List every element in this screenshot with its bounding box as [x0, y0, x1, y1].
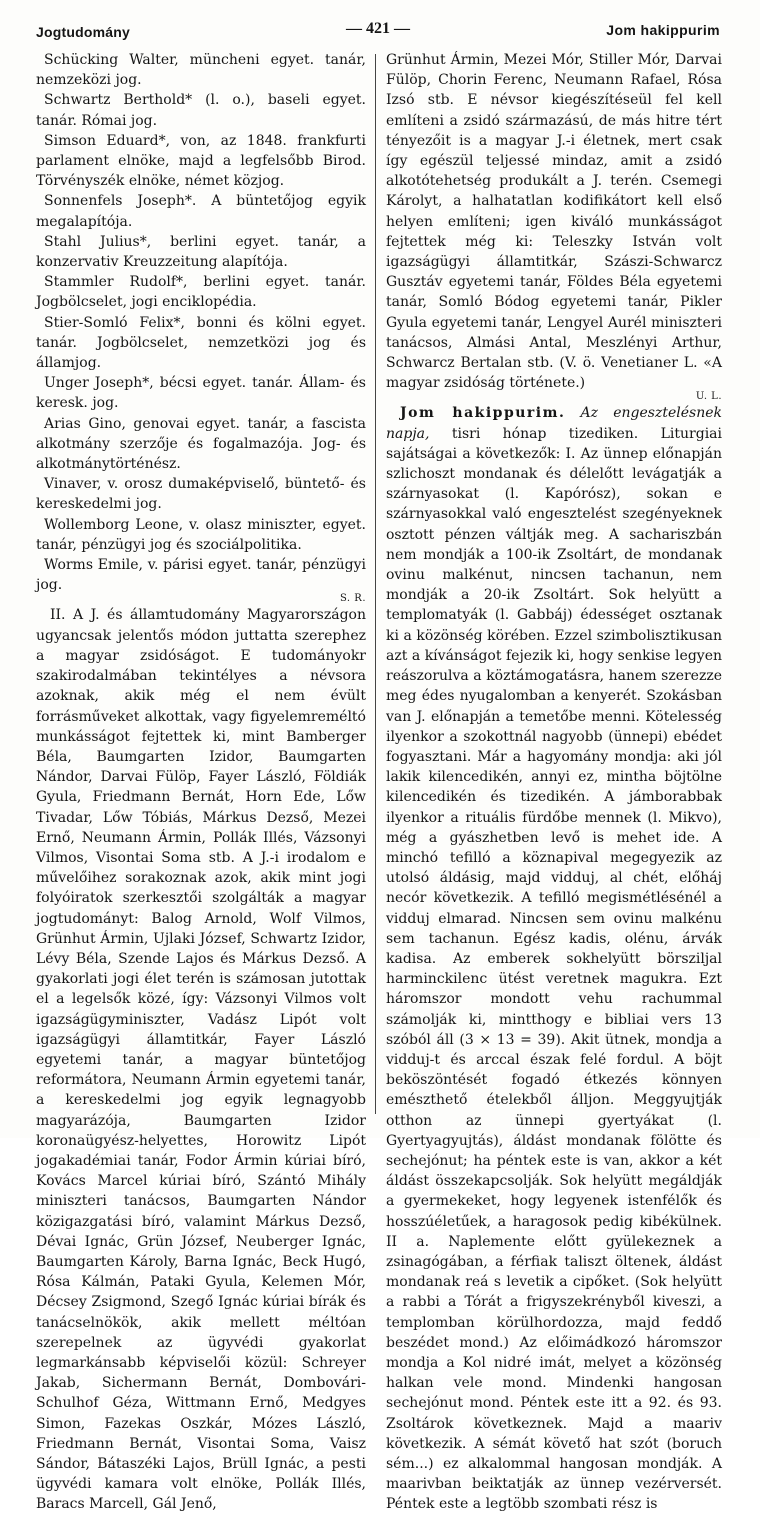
article-jom-hakippurim	[386, 403, 722, 1514]
article-headword: Jom hakippurim.	[400, 405, 566, 422]
entry-unger: Unger Joseph*, bécsi egyet. tanár. Állam- és keresk. jog.	[36, 375, 366, 412]
right-column	[386, 50, 722, 1513]
author-signature-left: S. R.	[339, 593, 366, 605]
header-running-headword: Jom hakippurim	[606, 22, 720, 38]
continuation-paragraph: Grünhut Ármin, Mezei Mór, Stiller Mór, Darvai Fülöp, Chorin Ferenc, Neumann Rafael, Rósa Izsó stb. E névsor kiegészítéseül fel kell említeni a zsidó származású, de más hitre tért tényezőit is a magyar J.-i életnek, mert csak így egészül teljessé mindaz, amit a zsidó alkotótehetség produkált a J. terén. Csemegi Károlyt, a halhatatlan kodifikátort kell első helyen említeni; igen kiváló munkásságot fejtettek még ki: Teleszky István volt igazságügyi államtitkár, Szászi-Schwarcz Gusztáv egyetemi tanár, Földes Béla egyetemi tanár, Somló Bódog egyetemi tanár, Pikler Gyula egyetemi tanár, Lengyel Aurél miniszteri tanácsos, Almási Antal, Meszlényi Arthur, Schwarcz Bertalan stb. (V. ö. Venetianer L. «A magyar zsidóság története.)	[386, 52, 722, 392]
article-body: tisri hónap tizediken. Liturgiai sajátságai a következők: I. Az ünnep előnapján szlichoszt mondanak és délelőtt levágatják a szárnyasokat (l. Kapórósz), sokan e szárnyasokkal való engesztelést szegényeknek osztott pénzen váltják meg. A sachariszbán nem mondják a 100-ik Zsoltárt, de mondanak ovinu malkénut, nincsen tachanun, nem mondják a 20-ik Zsoltárt. Sok helyütt a templomatyák (l. Gabbáj) édességet osztanak ki a közönség körében. Ezzel szimbolisztikusan azt a kívánságot fejezik ki, hogy senkise legyen reászorulva a köztámogatásra, hanem szerezze meg édes nyugalomban a kenyerét. Szokásban van J. előnapján a temetőbe menni. Kötelesség ilyenkor a szokottnál nagyobb (ünnepi) ebédet fogyasztani. Már a hagyomány mondja: aki jól lakik kilencedikén, annyi ez, mintha böjtölne kilencedikén és tizedikén. A jámborabbak ilyenkor a rituális fürdőbe mennek (l. Mikvo), még a gyászhetben levő is mehet ide. A minchó tefilló a köznapival megegyezik az utolsó áldásig, majd vidduj, al chét, előháj necór következik. A tefilló megismétlésénél a vidduj elmarad. Nincsen sem ovinu malkénu sem tachanun. Egész kadis, olénu, árvák kadisa. Az emberek sokhelyütt börsziljal harminckilenc ütést veretnek magukra. Ezt háromszor mondott vehu rachummal számolják ki, mintthogy e bibliai vers 13 szóból áll (3 × 13 = 39). Akit ütnek, mondja a vidduj-t és arccal észak felé fordul. A böjt beköszöntését fogadó étkezés könnyen emészthető ételekből álljon. Meggyujtják otthon az ünnepi gyertyákat (l. Gyertyagyujtás), áldást mondanak fölötte és sechejónut; ha péntek este is van, akkor a két áldást összekapcsolják. Sok helyütt megáldják a gyermekeket, hogy legyenek istenfélők és hosszúéletűek, a haragosok pedig kibékülnek. II a. Naplemente előtt gyülekeznek a zsinagógában, a férfiak taliszt öltenek, áldást mondanak reá s levetik a cipőket. (Sok helyütt a rabbi a Tórát a frigyszekrényből kiveszi, a templomban körülhordozza, majd feddő beszédet mond.) Az előimádkozó háromszor mondja a Kol nidré imát, melyet a közönség halkan vele mond. Mindenki hangosan sechejónut mond. Péntek este itt a 92. és 93. Zsoltárok következnek. Majd a maariv következik. A sémát követő hat szót (boruch sém...) ez alkalommal hangosan mondják. A maarivban beiktatják az ünnep vezérversét. Péntek este a legtöbb szombati rész is	[386, 425, 722, 1513]
entry-stier-somlo: Stier-Somló Felix*, bonni és kölni egyet. tanár. Jogbölcselet, nemzetközi jog és államjog.	[36, 314, 366, 372]
section-ii-paragraph: II. A J. és államtudomány Magyarországon ugyancsak jelentős módon juttatta szerephez a magyar zsidóságot. E tudományokr szakirodalmában tekintélyes a névsora azoknak, akik még el nem évült forrásműveket alkottak, vagy figyelemreméltó munkásságot fejtettek ki, mint Bamberger Béla, Baumgarten Izidor, Baumgarten Nándor, Darvai Fülöp, Fayer László, Földiák Gyula, Friedmann Bernát, Horn Ede, Lőw Tivadar, Lőw Tóbiás, Márkus Dezső, Mezei Ernő, Neumann Ármin, Pollák Illés, Vázsonyi Vilmos, Visontai Soma stb. A J.-i irodalom e művelőihez sorakoznak azok, akik mint jogi folyóiratok szerkesztői szolgálták a magyar jogtudományt: Balog Arnold, Wolf Vilmos, Grünhut Ármin, Ujlaki József, Schwartz Izidor, Lévy Béla, Szende Lajos és Márkus Dezső. A gyakorlati jogi élet terén is számosan jutottak el a legelsők közé, így: Vázsonyi Vilmos volt igazságügyminiszter, Vadász Lipót volt igazságügyi államtitkár, Fayer László egyetemi tanár, a magyar büntetőjog reformátora, Neumann Ármin egyetemi tanár, a kereskedelmi jog egyik legnagyobb magyarázója, Baumgarten Izidor koronaügyész-helyettes, Horowitz Lipót jogakadémiai tanár, Fodor Ármin kúriai bíró, Kovács Marcel kúriai bíró, Szántó Mihály miniszteri tanácsos, Baumgarten Nándor közigazgatási bíró, valamint Márkus Dezső, Dévai Ignác, Grün József, Neuberger Ignác, Baumgarten Károly, Barna Ignác, Beck Hugó, Rósa Kálmán, Pataki Gyula, Kelemen Mór, Décsey Zsigmond, Szegő Ignác kúriai bírák és tanácselnökök, akik mellett méltóan szerepelnek az ügyvédi gyakorlat legmarkánsabb képviselői közül: Schreyer Jakab, Sichermann Bernát, Dombovári-Schulhof Géza, Wittmann Ernő, Medgyes Simon, Fazekas Oszkár, Mózes László, Friedmann Bernát, Visontai Soma, Vaisz Sándor, Bátaszéki Lajos, Brüll Ignác, a pesti ügyvédi kamara volt elnöke, Pollák Illés, Baracs Marcell, Gál Jenő,	[36, 607, 366, 1513]
entry-arias: Arias Gino, genovai egyet. tanár, a fascista alkotmány szerzője és fogalmazója. Jog- és alkotmánytörténész.	[36, 415, 366, 473]
page-header	[36, 18, 720, 44]
article-subtitle: Az engesztelésnek napja,	[386, 405, 722, 442]
left-column	[36, 50, 366, 1513]
entry-schwartz: Schwartz Berthold* (l. o.), baseli egyet. tanár. Római jog.	[36, 92, 366, 129]
header-section-title: Jogtudomány	[36, 24, 130, 40]
entry-stahl: Stahl Julius*, berlini egyet. tanár, a konzervativ Kreuzzeitung alapítója.	[36, 233, 366, 271]
entry-stammler: Stammler Rudolf*, berlini egyet. tanár. Jogbölcselet, jogi enciklopédia.	[36, 274, 366, 311]
entry-sonnenfels: Sonnenfels Joseph*. A büntetőjog egyik megalapítója.	[36, 193, 366, 230]
entry-wollemborg: Wollemborg Leone, v. olasz miniszter, egyet. tanár, pénzügyi jog és szociálpolitika.	[36, 516, 366, 553]
entry-vinaver: Vinaver, v. orosz dumaképviselő, büntető- és kereskedelmi jog.	[36, 476, 366, 513]
column-divider	[375, 54, 376, 1114]
header-page-number: — 421 —	[346, 20, 410, 37]
entry-schucking: Schücking Walter, müncheni egyet. tanár, nemzeközi jog.	[36, 52, 366, 89]
entry-simson: Simson Eduard*, von, az 1848. frankfurti parlament elnöke, majd a legfelsőbb Birod. Törvényszék elnöke, német közjog.	[36, 132, 366, 190]
entry-worms: Worms Emile, v. párisi egyet. tanár, pénzügyi jog.	[36, 557, 366, 594]
author-signature-right: U. L.	[695, 391, 722, 403]
